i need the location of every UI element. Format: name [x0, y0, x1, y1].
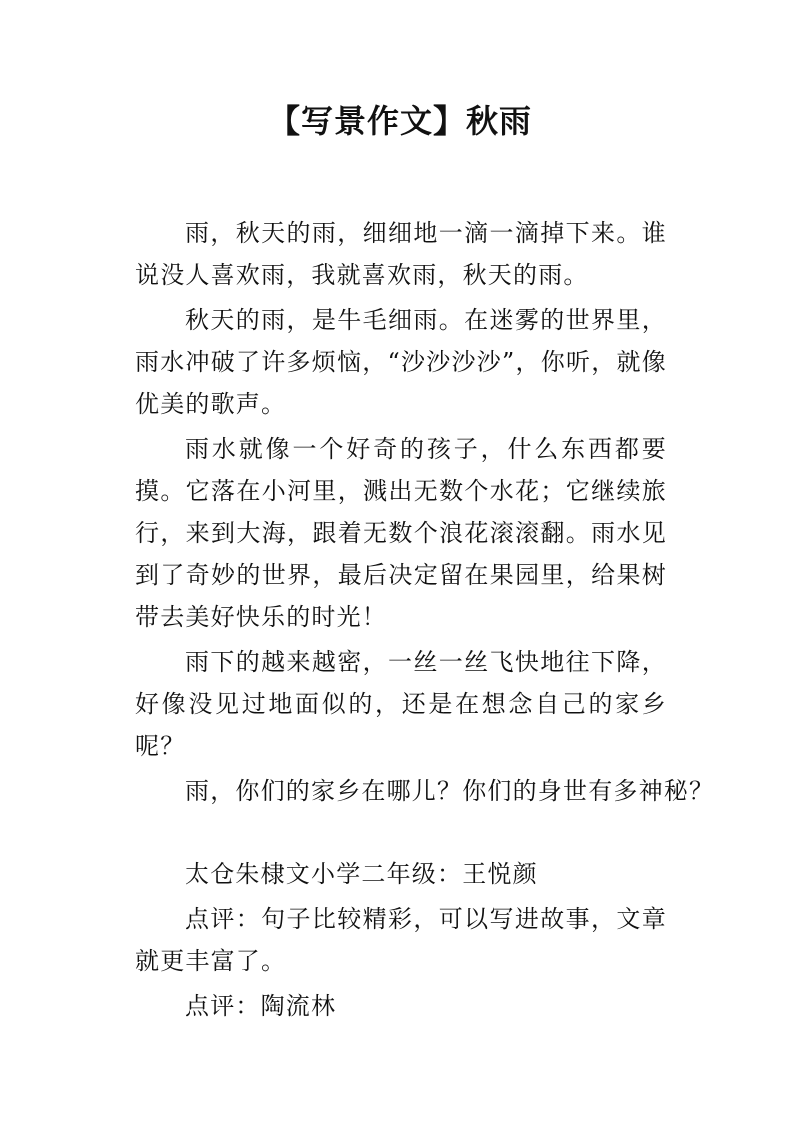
reviewer: 点评：陶流林: [185, 992, 337, 1020]
author-line: 太仓朱棣文小学二年级：王悦颜: [185, 860, 538, 888]
paragraph: 雨，秋天的雨，细细地一滴一滴掉下来。谁说没人喜欢雨，我就喜欢雨，秋天的雨。: [135, 219, 667, 289]
comment: 点评：句子比较精彩，可以写进故事，文章就更丰富了。: [135, 905, 667, 975]
paragraph: 雨，你们的家乡在哪儿？你们的身世有多神秘？: [185, 777, 715, 805]
essay-body: [135, 212, 715, 1030]
spacer: [135, 815, 667, 853]
paragraph: 雨下的越来越密，一丝一丝飞快地往下降，好像没见过地面似的，还是在想念自己的家乡呢？: [135, 648, 667, 760]
document-title: 【写景作文】秋雨: [267, 102, 532, 140]
paragraph: 秋天的雨，是牛毛细雨。在迷雾的世界里，雨水冲破了许多烦恼，“沙沙沙沙”，你听，就像优美的歌声。: [135, 306, 667, 418]
paragraph: 雨水就像一个好奇的孩子，什么东西都要摸。它落在小河里，溅出无数个水花；它继续旅行，来到大海，跟着无数个浪花滚滚翻。雨水见到了奇妙的世界，最后决定留在果园里，给果树带去美好快乐的时光！: [135, 435, 667, 631]
